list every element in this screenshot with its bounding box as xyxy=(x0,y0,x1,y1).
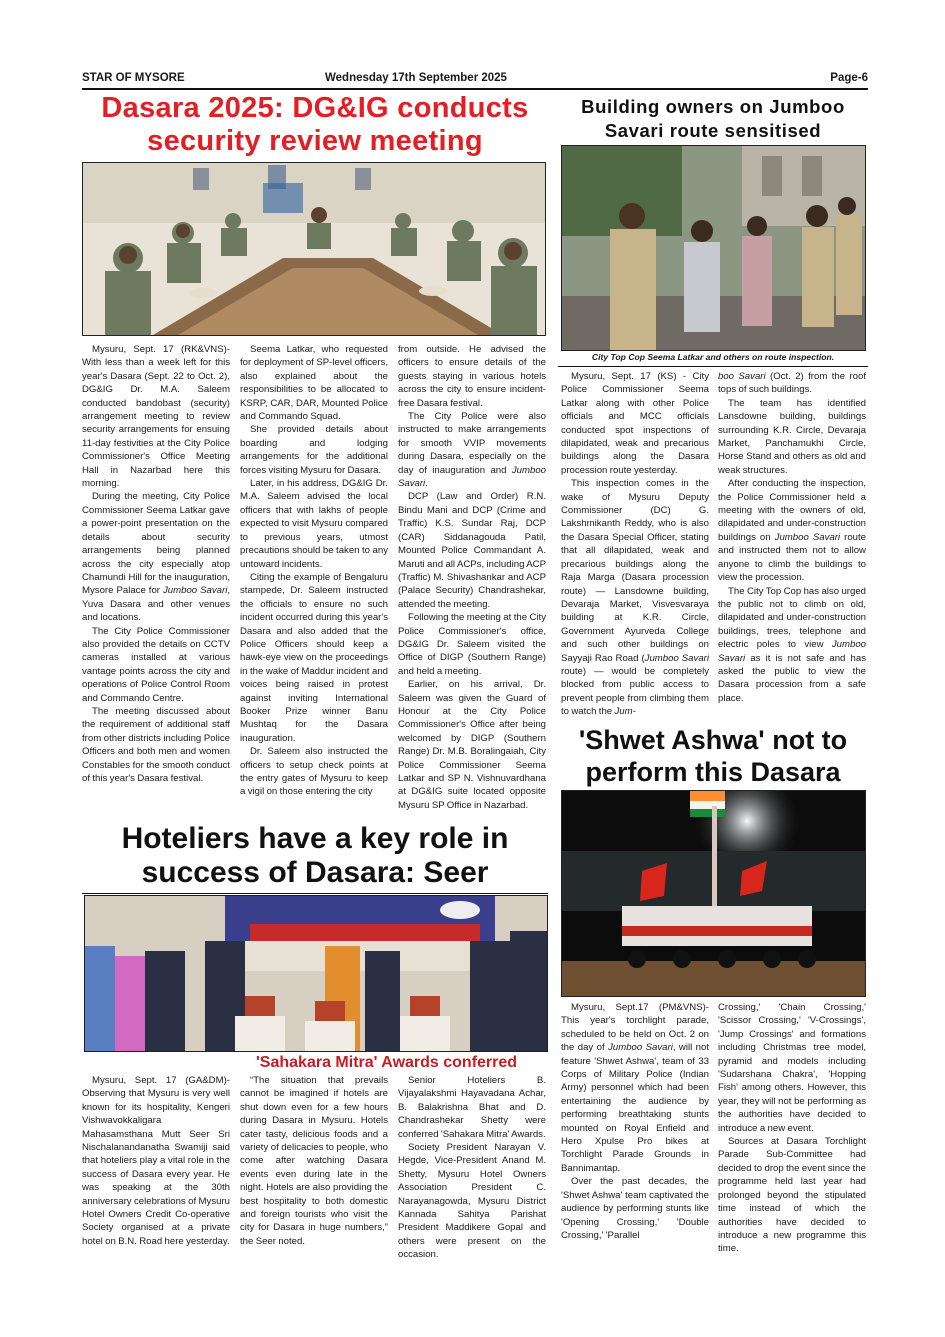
story1-photo xyxy=(82,162,546,336)
story2-column-2 xyxy=(718,370,866,705)
story2-photo-caption: City Top Cop Seema Latkar and others on route inspection. xyxy=(591,352,835,362)
story1-col3-para: Earlier, on his arrival, Dr. Saleem was given the Guard of Honour at the City Police Commissioner's Office after being welcomed by DIGP (Southern Range) Dr. M.B. Boralingaiah, City Police Commissioner Seema Latkar and SP N. Vishnuvardhana at DG&IG suite located opposite Mysuru SP Office in Nazarbad. xyxy=(398,679,546,811)
story4-photo xyxy=(561,790,866,997)
route-inspection-photo-icon xyxy=(562,146,865,350)
story2-photo xyxy=(561,145,866,351)
motorcycle-stunt-photo-icon xyxy=(562,791,865,996)
story3-photo xyxy=(84,895,548,1052)
page-number: Page-6 xyxy=(830,72,868,84)
story2-col1-para: Mysuru, Sept. 17 (KS) - City Police Commissioner Seema Latkar along with other Police officials and MCC officials conducted spot inspections of dilapidated, weak and precarious buildings along the Dasara procession route yesterday. xyxy=(561,371,709,476)
story1-col3-para: Following the meeting at the City Police Commissioner's office, DG&IG Dr. Saleem visited the Office of DIGP (Southern Range) and held a meeting. xyxy=(398,612,546,677)
story1-headline-line1: Dasara 2025: DG&IG conducts xyxy=(101,92,529,124)
story2-col2-para: boo Savari (Oct. 2) from the roof tops of such buildings. xyxy=(718,371,866,396)
story1-col2-para: She provided details about boarding and lodging arrangements for the additional forces visiting Mysuru for Dasara. xyxy=(240,424,388,476)
story4-headline-line1: 'Shwet Ashwa' not to xyxy=(578,725,848,755)
story4-column-1 xyxy=(561,1001,709,1242)
story4-col1-para: Over the past decades, the 'Shwet Ashwa' team captivated the audience by performing stunts like 'Opening Crossing,' 'Double Crossing,' 'Parallel xyxy=(561,1176,709,1241)
story3-column-3 xyxy=(398,1074,546,1262)
story1-col2-para: Later, in his address, DG&IG Dr. M.A. Saleem advised the local officers that with lakhs of people expected to visit Mysuru compared to previous years, utmost precautions should be taken to any untoward incidents. xyxy=(240,478,388,570)
story1-col3-para: from outside. He advised the officers to ensure details of the guests staying in various hotels across the city to ensure incident-free Dasara festival. xyxy=(398,344,546,409)
story3-col2-para: “The situation that prevails cannot be imagined if hotels are shut down even for a few hours during Dasara in Mysuru. Hotels cater tasty, delicious foods and a variety of delicacies to people, who come after watching Dasara events even during late in the night. Hotels are also providing the best hospitality to both domestic and foreign tourists who visit the city for Dasara in huge numbers,” the Seer noted. xyxy=(240,1075,388,1247)
story2-headline-line1: Building owners on Jumboo xyxy=(581,96,845,117)
story3-headline-line2: success of Dasara: Seer xyxy=(141,856,489,889)
award-ceremony-photo-icon xyxy=(85,896,547,1051)
story3-column-1 xyxy=(82,1074,230,1248)
story4-headline xyxy=(558,724,868,788)
story1-col2-para: Seema Latkar, who requested for deployment of SP-level officers, also explained about the responsibilities to be allocated to KSRP, CAR, DAR, Mounted Police and Commando Squad. xyxy=(240,344,388,423)
story3-headline-line1: Hoteliers have a key role in xyxy=(121,822,509,855)
story4-column-2 xyxy=(718,1001,866,1256)
story2-col2-para: After conducting the inspection, the Police Commissioner held a meeting with the owners of old, dilapidated and under-construction buildings on Jumboo Savari route and instructed them not to allow anyone to climb the buildings to view the procession. xyxy=(718,478,866,584)
issue-date: Wednesday 17th September 2025 xyxy=(325,72,507,84)
story2-col1-para: This inspection comes in the wake of Mysuru Deputy Commissioner (DC) G. Lakshmikanth Reddy, who is also the Dasara Special Officer, stating that all dilapidated, weak and precarious buildings along the Raja Marga (Dasara procession route) — Lansdowne building, Devaraja Market, Visvesvaraya building at K.R. Circle, Government Ayurveda College and such other buildings on Sayyaji Rao Road (Jumboo Savari route) — would be completely blocked from public access to prevent people from climbing them to watch the Jum- xyxy=(561,478,709,718)
paper-name: STAR OF MYSORE xyxy=(82,72,185,84)
story2-headline-line2: Savari route sensitised xyxy=(604,120,822,141)
story4-headline-line2: perform this Dasara xyxy=(585,757,841,787)
story1-col1-para: Mysuru, Sept. 17 (RK&VNS)- With less than a week left for this year's Dasara (Sept. 22 to Oct. 2), DG&IG Dr. M.A. Saleem conducted bandobast (security) arrangement meeting to review security arrangements for ensuing 11-day festivities at the City Police Commissioner's Office Meeting Hall in Nazarbad here this morning. xyxy=(82,344,230,490)
story4-col1-para: Mysuru, Sept.17 (PM&VNS)- This year's torchlight parade, scheduled to be held on Oct. 2 on the day of Jumboo Savari, will not feature 'Shwet Ashwa', team of 33 Corps of Military Police (Indian Army) personnel which had been entertaining the audience by performing breathtaking stunts mounted on Royal Enfield and Hero Xpulse Pro bikes at Torchlight Parade Grounds in Bannimantap. xyxy=(561,1002,709,1174)
story3-column-2 xyxy=(240,1074,388,1248)
story2-headline xyxy=(558,95,868,143)
story1-headline-line2: security review meeting xyxy=(147,125,483,157)
story3-subhead: 'Sahakara Mitra' Awards conferred xyxy=(256,1054,518,1071)
story2-column-1 xyxy=(561,370,709,719)
story3-col3-para: Senior Hoteliers B. Vijayalakshmi Hayavadana Achar, B. Balakrishna Bhat and D. Chandrashekar Shetty were conferred 'Sahakara Mitra' Awards. xyxy=(398,1075,546,1140)
story1-col2-para: Dr. Saleem also instructed the officers to setup check points at the entry gates of Mysuru to keep a vigil on those entering the city xyxy=(240,746,388,798)
story2-col2-para: The team has identified Lansdowne building, buildings surrounding K.R. Circle, Devaraja Market, Panchamukhi Circle, Horse Stand and others as old and weak structures. xyxy=(718,397,866,476)
story1-headline xyxy=(82,92,548,158)
story3-col3-para: Society President Narayan V. Hegde, Vice-President Anand M. Shetty, Mysuru Hotel Owners Association President C. Narayanagowda, Mysuru District Kannada Sahitya Parishat President Maddikere Gopal and others were present on the occasion. xyxy=(398,1142,546,1261)
story1-column-2 xyxy=(240,343,388,799)
masthead-rule xyxy=(82,88,868,90)
story1-column-3 xyxy=(398,343,546,812)
story3-headline xyxy=(82,822,548,890)
caption-rule xyxy=(558,366,868,367)
story2-col2-para: The City Top Cop has also urged the public not to climb on old, dilapidated and under-construction buildings, trees, telephone and electric poles to view Jumboo Savari as it is not safe and has asked the public to view the Dasara procession from a safe place. xyxy=(718,585,866,704)
story3-rule xyxy=(82,893,548,894)
story1-column-1 xyxy=(82,343,230,785)
story1-col1-para: During the meeting, City Police Commissioner Seema Latkar gave a power-point presentation on the details about security arrangements being planned across the city especially atop Chamundi Hill for the inauguration, Mysore Palace for Jumboo Savari, Yuva Dasara and other venues and locations. xyxy=(82,491,230,624)
story1-col1-para: The meeting discussed about the requirement of additional staff from other districts including Police Officers and both men and women Constables for the smooth conduct of this year's Dasara festival. xyxy=(82,705,230,784)
story4-col2-para: Crossing,' 'Chain Crossing,' 'Scissor Crossing,' 'V-Crossings', 'Jump Crossings' and formations including Christmas tree model, pyramid and models including 'Sudarshana Chakra', 'Hopping Fish' among others. However, this year, they will not be performing as the authorities have decided to introduce a new event. xyxy=(718,1002,866,1134)
story3-col1-para: Mysuru, Sept. 17 (GA&DM)- Observing that Mysuru is very well known for its hospitality, Kengeri Vishwavokkaligara Mahasamsthana Mutt Seer Sri Nischalanandanatha Swamiji said that hoteliers play a vital role in the success of Dasara every year. He was speaking at the 30th anniversary celebrations of Mysuru Hotel Owners Credit Co-operative Society organised at a private hotel on B.N. Road here yesterday. xyxy=(82,1075,230,1247)
story1-col2-para: Citing the example of Bengaluru stampede, Dr. Saleem instructed the officials to ensure no such incident occurred during this year's Dasara and also added that the Police Officers should keep a hawk-eye view on the proceedings in the wake of Maddur incident and voices being raised in protest against inviting International Booker Prize winner Banu Mushtaq for the Dasara inauguration. xyxy=(240,571,388,744)
masthead xyxy=(82,72,868,88)
meeting-photo-icon xyxy=(83,163,545,335)
story1-col3-para: The City Police were also instructed to make arrangements for smooth VVIP movements during Dasara, especially on the day of inauguration and Jumboo Savari. xyxy=(398,411,546,490)
story1-col1-para: The City Police Commissioner also provided the details on CCTV cameras installed at various vantage points across the city and operations of Police Control Room and Commando Centre. xyxy=(82,625,230,704)
story1-col3-para: DCP (Law and Order) R.N. Bindu Mani and DCP (Crime and Traffic) K.S. Sundar Raj, DCP (CAR) Siddanagouda Patil, Mounted Police Commandant A. Maruti and all ACPs, including ACP (Traffic) M. Shivashankar and ACP (Palace Security) Chandrashekar, attended the meeting. xyxy=(398,491,546,610)
story4-col2-para: Sources at Dasara Torchlight Parade Sub-Committee had decided to drop the event since the programme held last year had prolonged beyond the stipulated time instead of which the authorities have decided to introduce a new programme this time. xyxy=(718,1136,866,1255)
